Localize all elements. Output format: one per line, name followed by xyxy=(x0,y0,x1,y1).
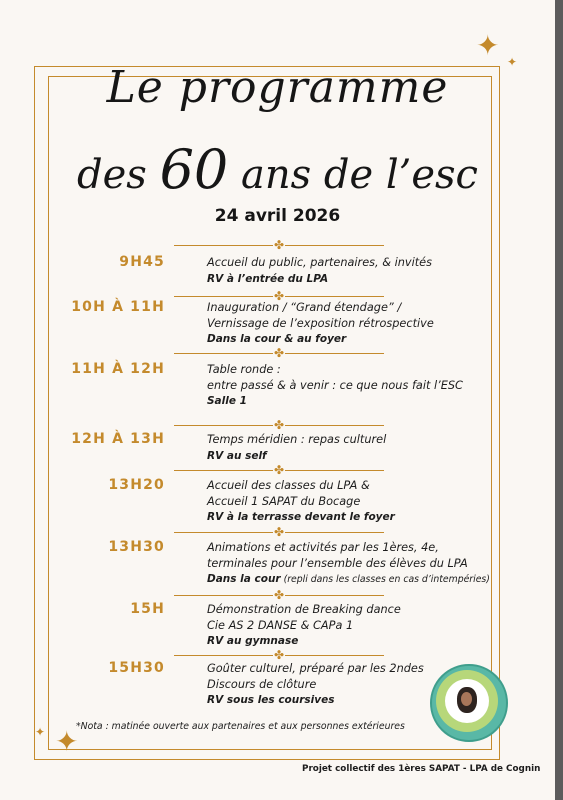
schedule-time: 9H45 xyxy=(119,254,165,270)
schedule-description xyxy=(207,255,432,287)
diamond-ornament-icon: ✤ xyxy=(273,289,285,303)
schedule-line: Goûter culturel, préparé par les 2ndes xyxy=(207,662,424,675)
schedule-description xyxy=(207,432,386,464)
esc-60-ans-logo xyxy=(430,664,508,742)
schedule-line: Accueil du public, partenaires, & invités xyxy=(207,256,433,269)
diamond-ornament-icon: ✤ xyxy=(273,346,285,360)
schedule-line: Temps méridien : repas culturel xyxy=(207,433,387,446)
schedule-line: Discours de clôture xyxy=(207,677,317,691)
schedule-line: Démonstration de Breaking dance xyxy=(207,603,401,616)
viewer-edge xyxy=(555,0,563,800)
ornament-divider xyxy=(174,527,384,539)
diamond-ornament-icon: ✤ xyxy=(273,463,285,477)
schedule-line: Accueil 1 SAPAT du Bocage xyxy=(207,494,361,508)
schedule-time: 12H À 13H xyxy=(71,431,165,447)
poster-title-number: 60 xyxy=(159,138,229,201)
schedule-location: Dans la cour & au foyer xyxy=(207,333,347,346)
schedule-time: 11H À 12H xyxy=(71,361,165,377)
poster-title-line2: des 60 ans de l’esc xyxy=(77,138,478,201)
ornament-divider xyxy=(174,348,384,360)
schedule-description xyxy=(207,362,463,410)
ornament-divider xyxy=(174,420,384,432)
event-date: 24 avril 2026 xyxy=(214,206,341,226)
schedule-description xyxy=(207,661,424,709)
sparkle-icon: ✦ xyxy=(476,29,500,62)
sparkle-icon: ✦ xyxy=(507,55,518,69)
schedule-time: 10H À 11H xyxy=(71,299,165,315)
schedule-location: RV à la terrasse devant le foyer xyxy=(207,511,395,524)
schedule-description xyxy=(207,478,395,526)
schedule-description xyxy=(207,300,434,348)
schedule-location: RV à l’entrée du LPA xyxy=(207,272,329,285)
schedule-location: Salle 1 xyxy=(207,395,247,408)
schedule-time: 15H30 xyxy=(108,660,165,676)
poster-title-line1: Le programme xyxy=(106,62,449,113)
ornament-divider xyxy=(174,590,384,602)
schedule-location: RV au self xyxy=(207,449,267,462)
schedule-time: 13H20 xyxy=(108,477,165,493)
schedule-line: entre passé & à venir : ce que nous fait l’ESC xyxy=(207,378,463,392)
schedule-line: Accueil des classes du LPA & xyxy=(207,479,370,492)
schedule-location-note: (repli dans les classes en cas d’intempéries) xyxy=(280,574,490,586)
diamond-ornament-icon: ✤ xyxy=(273,648,285,662)
schedule-line: Inauguration / “Grand étendage” / xyxy=(207,301,402,314)
schedule-description xyxy=(207,540,490,588)
schedule-line: Table ronde : xyxy=(207,363,281,376)
sparkle-icon: ✦ xyxy=(35,725,46,739)
schedule-location: Dans la cour (repli dans les classes en cas d’intempéries) xyxy=(207,573,490,586)
diamond-ornament-icon: ✤ xyxy=(273,418,285,432)
schedule-location: RV sous les coursives xyxy=(207,694,335,707)
ornament-divider xyxy=(174,465,384,477)
schedule-line: Animations et activités par les 1ères, 4e, xyxy=(207,541,439,554)
schedule-line: terminales pour l’ensemble des élèves du LPA xyxy=(207,556,468,570)
schedule-time: 13H30 xyxy=(108,539,165,555)
diamond-ornament-icon: ✤ xyxy=(273,525,285,539)
schedule-description xyxy=(207,602,401,650)
footnote: *Nota : matinée ouverte aux partenaires et aux personnes extérieures xyxy=(76,721,405,732)
diamond-ornament-icon: ✤ xyxy=(273,588,285,602)
schedule-line: Cie AS 2 DANSE & CAPa 1 xyxy=(207,618,354,632)
schedule-line: Vernissage de l’exposition rétrospective xyxy=(207,316,434,330)
diamond-ornament-icon: ✤ xyxy=(273,238,285,252)
sparkle-icon: ✦ xyxy=(55,725,79,758)
schedule-time: 15H xyxy=(130,601,165,617)
project-credit: Projet collectif des 1ères SAPAT - LPA de Cognin xyxy=(302,764,541,774)
ornament-divider xyxy=(174,240,384,252)
schedule-location: RV au gymnase xyxy=(207,635,299,648)
